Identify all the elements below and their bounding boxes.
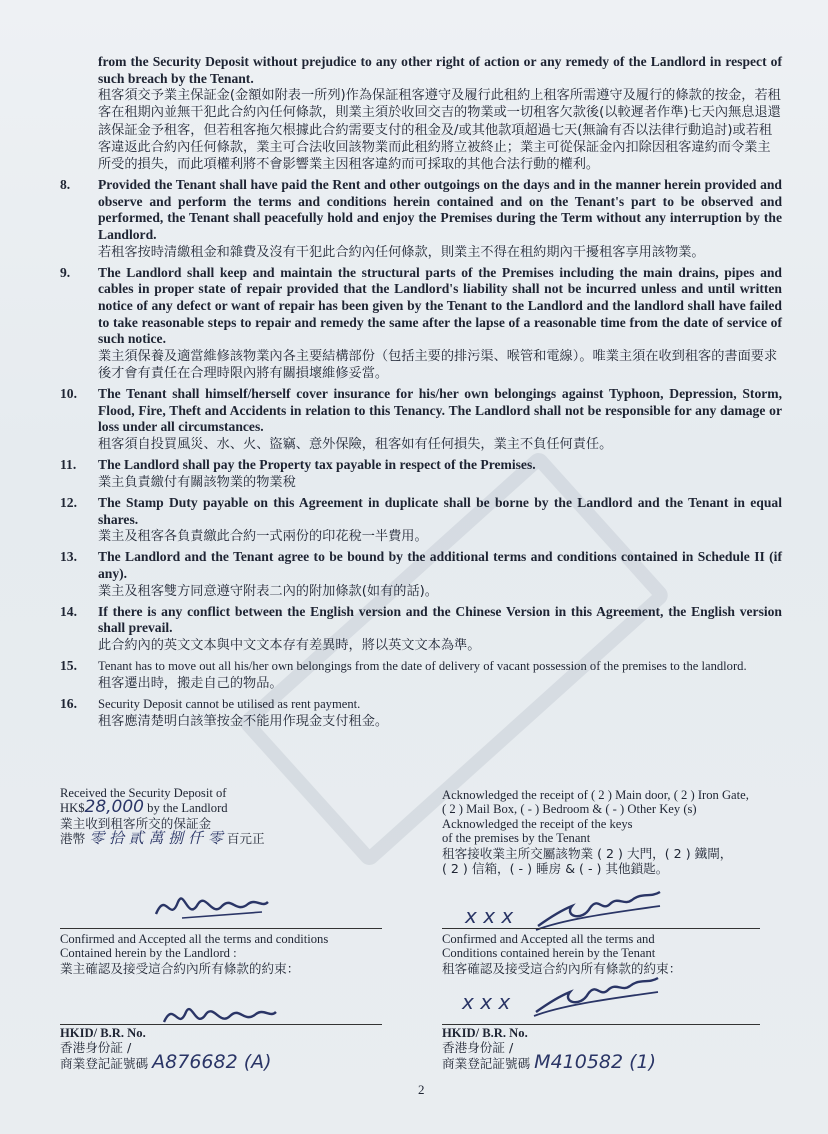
clause-text-zh: 業主及租客各負責繳此合約一式兩份的印花稅一半費用。 (98, 529, 428, 545)
page-number: 2 (418, 1082, 425, 1097)
tenant-confirm-en2: Conditions contained herein by the Tenant (442, 946, 656, 961)
clause-number: 11. (60, 457, 77, 473)
tenant-br-zh-label: 商業登記証號碼 (442, 1056, 531, 1072)
deposit-receipt-line2 (60, 797, 420, 818)
clause-text-en: Provided the Tenant shall have paid the Rent and other outgoings on the days and in the manner herein provided and observe and perform the terms and conditions herein contained and on the Tenant's part to be observed and performed, the Tenant shall peacefully hold and enjoy the Premises during the Term without any interruption by the Landlord. (98, 177, 782, 242)
agreement-body (60, 54, 782, 730)
landlord-id-zh2 (60, 1051, 400, 1074)
clause-text-zh: 若租客按時清繳租金和雜費及沒有干犯此合約內任何條款，則業主不得在租約期內干擾租客享用該物業。 (98, 244, 705, 260)
tenant-confirm-en1: Confirmed and Accepted all the terms and (442, 932, 655, 946)
landlord-confirmation (60, 932, 420, 976)
key-receipt-line4: of the premises by the Tenant (442, 831, 591, 846)
clause-text-en: The Landlord shall pay the Property tax payable in respect of the Premises. (98, 457, 536, 473)
clause-text-en: The Stamp Duty payable on this Agreement in duplicate shall be borne by the Landlord and the Tenant in equal shares. (98, 494, 782, 527)
key-receipt-line1: Acknowledged the receipt of ( 2 ) Main door, ( 2 ) Iron Gate, (442, 788, 749, 802)
tenant-confirm-zh: 租客確認及接受這合約內所有條款的約束： (442, 960, 682, 976)
key-receipt (442, 788, 787, 876)
landlord-confirm-en1: Confirmed and Accepted all the terms and conditions (60, 932, 329, 946)
clause-text-en: The Landlord and the Tenant agree to be bound by the additional terms and conditions contained in Schedule II (if any). (98, 549, 782, 581)
clause-number: 15. (60, 658, 77, 674)
clause-number: 12. (60, 494, 77, 510)
clause-item (60, 696, 782, 730)
deposit-amount-handwritten: 28,000 (84, 797, 144, 818)
deposit-receipt (60, 786, 420, 846)
landlord-id-zh1: 香港身份証 / (60, 1040, 132, 1056)
landlord-confirm-zh: 業主確認及接受這合約內所有條款的約束： (60, 960, 300, 976)
landlord-id-block (60, 1026, 400, 1074)
clause-text-en: If there is any conflict between the English version and the Chinese Version in this Agreement, the English version shall prevail. (98, 603, 782, 636)
key-receipt-line3: Acknowledged the receipt of the keys (442, 816, 633, 831)
clause-text-en: Security Deposit cannot be utilised as rent payment. (98, 696, 361, 711)
tenant-id-zh1: 香港身份証 / (442, 1040, 514, 1056)
clause-item (60, 658, 782, 692)
clause-list (60, 177, 782, 730)
currency-label: HK$ (60, 801, 85, 816)
clause-number: 10. (60, 386, 77, 402)
clause-item (60, 604, 782, 654)
hkd-zh-label: 港幣 (60, 830, 86, 846)
landlord-confirm-en2: Contained herein by the Landlord : (60, 946, 237, 961)
amount-zh-handwritten: 零 拾 貳 萬 捌 仟 零 (89, 828, 223, 847)
tenant-id-zh2 (442, 1051, 787, 1074)
key-receipt-zh1: 租客接收業主所交屬該物業 ( 2 ) 大門，( 2 ) 鐵閘， (442, 845, 733, 861)
tenant-signature-mark-2: x x x (462, 990, 511, 1014)
amount-zh-suffix: 百元正 (226, 830, 265, 846)
clause-item (60, 495, 782, 545)
clause-number: 16. (60, 695, 77, 711)
key-receipt-zh2: ( 2 ) 信箱，( - ) 睡房 & ( - ) 其他鎖匙。 (442, 860, 669, 876)
clause-item (60, 457, 782, 491)
deposit-clause-zh: 租客須交予業主保証金(金額如附表一所列)作為保証租客遵守及履行此租約上租客所需遵守及履行的條款的按金，若租客在租期內並無干犯此合約內任何條款，則業主須於收回交吉的物業或一切租客欠款後(以較遲者作準)七天內無息退還該保証金予租客，但若租客拖欠根據此合約需要支付的租金及/或其他款項超過七天(無論有否以法律行動追討)或若租客違返此合約內任何條款，業主可合法收回該物業而此租約將立被終止；業主可從保証金內扣除因租客違約而令業主所受的損失，而此項權利將不會影響業主因租客違約而可採取的其他合法行動的權利。 (98, 88, 781, 172)
signature-section (60, 786, 782, 1116)
clause-number: 8. (60, 177, 71, 193)
landlord-id-value: A876682 (A) (152, 1051, 272, 1074)
clause-number: 9. (60, 264, 71, 280)
clause-number: 14. (60, 603, 77, 619)
clause-item (60, 386, 782, 453)
tenant-signature-line-1 (442, 928, 760, 929)
clause-text-en: Tenant has to move out all his/her own belongings from the date of delivery of vacant possession of the premises to the landlord. (98, 659, 747, 674)
clause-text-en: The Tenant shall himself/herself cover insurance for his/her own belongings against Typhoon, Depression, Storm, Flood, Fire, Theft and Accidents in relation to this Tenancy. The Landlord shall not be responsible for any damage or loss under all circumstances. (98, 386, 782, 435)
deposit-receipt-line1: Received the Security Deposit of (60, 786, 227, 800)
key-receipt-line2: ( 2 ) Mail Box, ( - ) Bedroom & ( - ) Other Key (s) (442, 802, 697, 817)
landlord-br-zh-label: 商業登記証號碼 (60, 1056, 149, 1072)
deposit-clause-en: from the Security Deposit without prejudice to any other right of action or any remedy of the Landlord in respect of such breach by the Tenant. (98, 54, 782, 86)
tenant-signature-1 (532, 886, 667, 934)
tenant-id-value: M410582 (1) (534, 1051, 657, 1074)
clause-text-zh: 租客須自投買風災、水、火、盜竊、意外保險，租客如有任何損失，業主不負任何責任。 (98, 436, 613, 452)
tenant-signature-line-2 (442, 1024, 760, 1025)
tenant-signature-2 (530, 972, 665, 1020)
tenant-id-block (442, 1026, 787, 1074)
clause-item (60, 549, 782, 599)
landlord-id-label: HKID/ B.R. No. (60, 1026, 146, 1040)
clause-text-zh: 業主須保養及適當維修該物業內各主要結構部份（包括主要的排污渠、喉管和電線）。唯業主須在收到租客的書面要求後才會有責任在合理時限內將有關損壞維修妥當。 (98, 348, 778, 381)
landlord-signature-1 (152, 884, 272, 930)
by-landlord-text: by the Landlord (147, 801, 228, 816)
landlord-signature-line-1 (60, 928, 382, 929)
tenant-confirmation (442, 932, 787, 976)
landlord-signature-line-2 (60, 1024, 382, 1025)
tenant-id-label: HKID/ B.R. No. (442, 1026, 528, 1040)
clause-number: 13. (60, 549, 77, 565)
clause-text-zh: 租客應清楚明白該筆按金不能用作現金支付租金。 (98, 713, 389, 729)
clause-text-zh: 業主及租客雙方同意遵守附表二內的附加條款(如有的話)。 (98, 583, 438, 599)
deposit-receipt-zh: 業主收到租客所交的保証金 (60, 815, 212, 831)
clause-item (60, 265, 782, 382)
clause-text-en: The Landlord shall keep and maintain the structural parts of the Premises including the main drains, pipes and cables in proper state of repair provided that the Landlord's liability shall not be incurred unless and until written notice of any defect or want of repair has been given by the Tenant to the Landlord and the landlord shall have failed to take reasonable steps to repair and remedy the same after the lapse of a reasonable time from the date of service of such notice. (98, 264, 782, 347)
deposit-clause-continuation (60, 54, 782, 173)
deposit-amount-zh-line (60, 828, 420, 847)
clause-text-zh: 業主負責繳付有關該物業的物業稅 (98, 474, 296, 490)
tenant-signature-mark-1: x x x (465, 904, 514, 928)
clause-text-zh: 租客遷出時，搬走自己的物品。 (98, 675, 283, 691)
clause-text-zh: 此合約內的英文文本與中文文本存有差異時，將以英文文本為準。 (98, 637, 481, 653)
clause-item (60, 177, 782, 261)
